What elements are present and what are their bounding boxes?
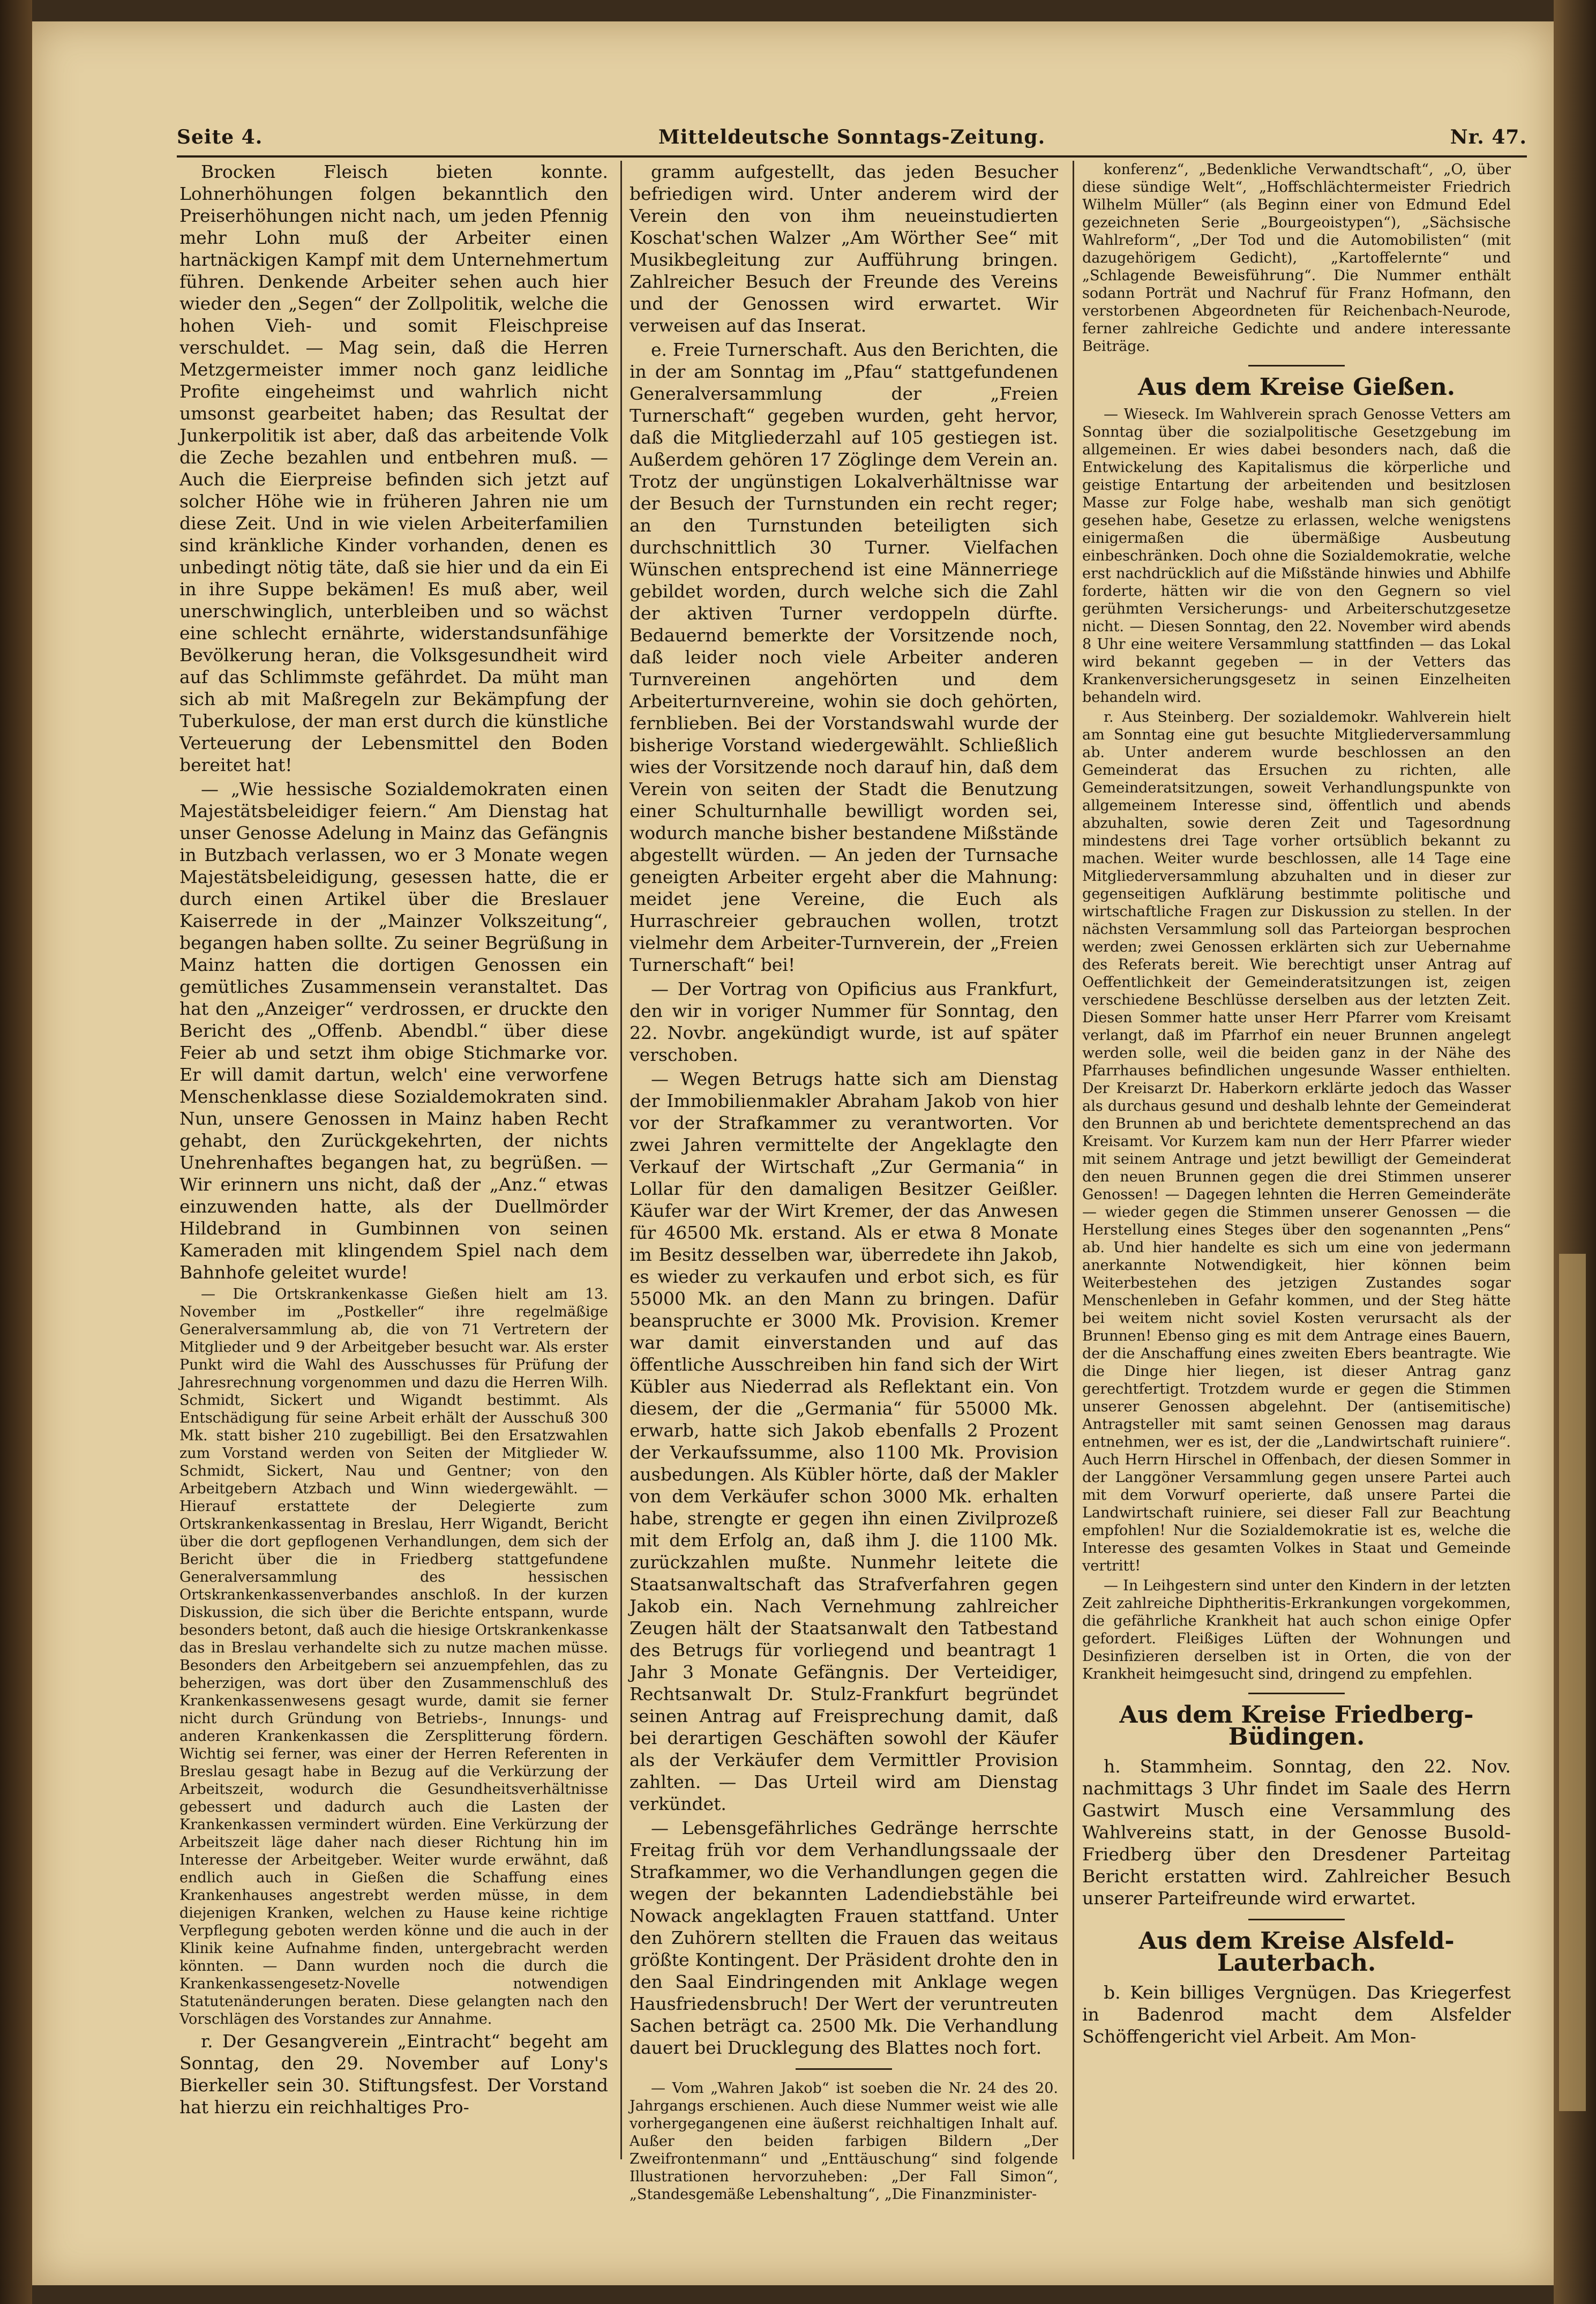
page-header [177,121,1527,153]
paper-stain [1559,1254,1586,2111]
article-paragraph: konferenz“, „Bedenkliche Verwandtschaft“, „O, über diese sündige Welt“, „Hoffschlächtermeister Friedrich Wilhelm Müller“ (als Beginn einer von Edmund Edel gezeichneten Serie „Bourgeoistypen“), „Sächsische Wahlreform“, „Der Tod und die Automobilisten“ (mit dazugehörigem Gedicht), „Kartoffelernte“ und „Schlagende Beweisführung“. Die Nummer enthält sodann Porträt und Nachruf für Franz Hofmann, den verstorbenen Abgeordneten für Reichenbach-Neurode, ferner zahlreiche Gedichte und andere interessante Beiträge. [1082,161,1511,355]
section-heading-alsfeld: Aus dem Kreise Alsfeld-Lauterbach. [1138,1927,1455,1977]
article-paragraph: — Die Ortskrankenkasse Gießen hielt am 13. November im „Postkeller“ ihre regelmäßige Generalversammlung ab, die von 71 Vertretern der Mitglieder und 9 der Arbeitgeber besucht war. Als erster Punkt wird die Wahl des Ausschusses für Prüfung der Jahresrechnung vorgenommen und dazu die Herren Wilh. Schmidt, Sickert und Wigandt bestimmt. Als Entschädigung für seine Arbeit erhält der Ausschuß 300 Mk. statt bisher 210 zugebilligt. Bei den Ersatzwahlen zum Vorstand werden von Seiten der Mitglieder W. Schmidt, Sickert, Nau und Gentner; von den Arbeitgebern Atzbach und Winn wiedergewählt. — Hierauf erstattete der Delegierte zum Ortskrankenkassentag in Breslau, Herr Wigandt, Bericht über die dort gepflogenen Verhandlungen, dem sich der Bericht über die in Friedberg stattgefundene Generalversammlung des hessischen Ortskrankenkassenverbandes anschloß. In der kurzen Diskussion, die sich über die Berichte entspann, wurde besonders betont, daß auch die hiesige Ortskrankenkasse das in Breslau verhandelte sich zu nutze machen müsse. Besonders den Arbeitgebern sei anzuempfehlen, das zu beherzigen, was dort über den Zusammenschluß des Krankenkassenwesens gesagt wurde, damit sie ferner nicht durch Gründung von Betriebs-, Innungs- und anderen Krankenkassen die Zersplitterung fördern. Wichtig sei ferner, was einer der Herren Referenten in Breslau gesagt habe in Bezug auf die Verkürzung der Arbeitszeit, wodurch die Gesundheitsverhältnisse gebessert und dadurch auch die Lasten der Krankenkassen vermindert würden. Eine Verkürzung der Arbeitszeit läge daher nach dieser Richtung hin im Interesse der Arbeitgeber. Weiter wurde erwähnt, daß endlich auch in Gießen die Schaffung eines Krankenhauses angestrebt werden müsse, in dem diejenigen Kranken, welchen zu Hause keine richtige Verpflegung geboten werden könne und die auch in der Klinik keine Aufnahme finden, untergebracht werden könnten. — Dann wurden noch die durch die Krankenkassengesetz-Novelle notwendigen Statutenänderungen beraten. Diese gelangten nach den Vorschlägen des Vorstandes zur Annahme. [179,1286,608,2028]
separator-rule [1248,365,1345,366]
column-divider [1073,161,1074,2159]
article-paragraph: — „Wie hessische Sozialdemokraten einen Majestätsbeleidiger feiern.“ Am Dienstag hat unser Genosse Adelung in Mainz das Gefängnis in Butzbach verlassen, wo er 3 Monate wegen Majestätsbeleidigung, gesessen hatte, die er durch einen Artikel über die Breslauer Kaiserrede in der „Mainzer Volkszeitung“, begangen haben sollte. Zu seiner Begrüßung in Mainz hatten die dortigen Genossen ein gemütliches Zusammensein veranstaltet. Das hat den „Anzeiger“ verdrossen, er druckte den Bericht des „Offenb. Abendbl.“ über diese Feier ab und setzt ihm obige Stichmarke vor. Er will damit dartun, welch' eine verworfene Menschenklasse diese Sozialdemokraten sind. Nun, unsere Genossen in Mainz haben Recht gehabt, den Zurückgekehrten, der nichts Unehrenhaftes begangen hat, zu begrüßen. — Wir erinnern uns nicht, daß der „Anz.“ etwas einzuwenden hatte, als der Duellmörder Hildebrand in Gumbinnen von seinen Kameraden mit klingendem Spiel nach dem Bahnhofe geleitet wurde! [179,779,608,1283]
column-divider [620,161,622,2159]
column-2 [630,161,1058,2203]
article-paragraph: h. Stammheim. Sonntag, den 22. Nov. nachmittags 3 Uhr findet im Saale des Herrn Gastwirt Musch eine Versammlung des Wahlvereins statt, in der Genosse Busold-Friedberg über den Dresdener Parteitag Bericht erstatten wird. Zahlreicher Besuch unserer Parteifreunde wird erwartet. [1082,1756,1511,1909]
article-paragraph: — In Leihgestern sind unter den Kindern in der letzten Zeit zahlreiche Diphtheritis-Erkrankungen vorgekommen, die gefährliche Krankheit hat auch schon einige Opfer gefordert. Fleißiges Lüften der Wohnungen und Desinfizieren derselben ist in Orten, die von der Krankheit heimgesucht sind, dringend zu empfehlen. [1082,1577,1511,1682]
separator-rule [1248,1693,1345,1694]
column-3 [1082,161,1511,2154]
section-heading-giessen: Aus dem Kreise Gießen. [1137,373,1456,401]
article-paragraph: — Wieseck. Im Wahlverein sprach Genosse Vetters am Sonntag über die sozialpolitische Gesetzgebung im allgemeinen. Er wies dabei besonders nach, daß die Entwickelung des Kapitalismus die körperliche und geistige Entartung der arbeitenden und besitzlosen Masse zur Folge habe, weshalb man sich genötigt gesehen habe, Gesetze zu erlassen, welche wenigstens einigermaßen die übermäßige Ausbeutung einbeschränken. Doch ohne die Sozialdemokratie, welche erst nachdrücklich auf die Mißstände hinwies und Abhilfe forderte, hätten wir die von den Gegnern so viel gerühmten Versicherungs- und Arbeiterschutzgesetze nicht. — Diesen Sonntag, den 22. November wird abends 8 Uhr eine weitere Versammlung stattfinden — das Lokal wird bekannt gegeben — in der Vetters das Krankenversicherungsgesetz in seinen Einzelheiten behandeln wird. [1082,406,1511,706]
page-number: Seite 4. [177,126,263,148]
article-paragraph: e. Freie Turnerschaft. Aus den Berichten, die in der am Sonntag im „Pfau“ stattgefundenen Generalversammlung der „Freien Turnerschaft“ gegeben wurden, geht hervor, daß die Mitgliederzahl auf 105 gestiegen ist. Außerdem gehören 17 Zöglinge dem Verein an. Trotz der ungünstigen Lokalverhältnisse war der Besuch der Turnstunden ein recht reger; an den Turnstunden beteiligten sich durchschnittlich 30 Turner. Vielfachen Wünschen entsprechend ist eine Männerriege gebildet worden, durch welche sich die Zahl der aktiven Turner verdoppeln dürfte. Bedauernd bemerkte der Vorsitzende noch, daß leider noch viele Arbeiter anderen Turnvereinen angehörten und dem Arbeiterturnvereine, wohin sie doch gehörten, fernblieben. Bei der Vorstandswahl wurde der bisherige Vorstand wiedergewählt. Schließlich wies der Vorsitzende noch darauf hin, daß dem Verein von seiten der Stadt die Benutzung einer Schulturnhalle bewilligt worden sei, wodurch manche bisher bestandene Mißstände abgestellt würden. — An jeden der Turnsache geneigten Arbeiter ergeht aber die Mahnung: meidet jene Vereine, die Euch als Hurraschreier gebrauchen wollen, trotzt vielmehr dem Arbeiter-Turnverein, der „Freien Turnerschaft“ bei! [630,339,1058,975]
header-rule [177,155,1527,158]
article-paragraph: gramm aufgestellt, das jeden Besucher befriedigen wird. Unter anderem wird der Verein den von ihm neueinstudierten Koschat'schen Walzer „Am Wörther See“ mit Musikbegleitung zur Aufführung bringen. Zahlreicher Besuch der Freunde des Vereins und der Genossen wird erwartet. Wir verweisen auf das Inserat. [630,161,1058,336]
newspaper-title: Mitteldeutsche Sonntags-Zeitung. [658,126,1046,148]
article-paragraph: — Vom „Wahren Jakob“ ist soeben die Nr. 24 des 20. Jahrgangs erschienen. Auch diese Nummer weist wie alle vorhergegangenen eine äußerst reichhaltigen Inhalt auf. Außer den beiden farbigen Bildern „Der Zweifrontenmann“ und „Enttäuschung“ sind folgende Illustrationen hervorzuheben: „Der Fall Simon“, „Standesgemäße Lebenshaltung“, „Die Finanzminister- [630,2080,1058,2203]
separator-rule [1248,1919,1345,1920]
separator-rule [796,2068,892,2070]
column-1 [179,161,608,2154]
article-paragraph: b. Kein billiges Vergnügen. Das Kriegerfest in Badenrod macht dem Alsfelder Schöffengericht viel Arbeit. Am Mon- [1082,1982,1511,2047]
article-paragraph: Brocken Fleisch bieten konnte. Lohnerhöhungen folgen bekanntlich den Preiserhöhungen nicht nach, um jeden Pfennig mehr Lohn muß der Arbeiter einen hartnäckigen Kampf mit dem Unternehmertum führen. Denkende Arbeiter sehen auch hier wieder den „Segen“ der Zollpolitik, welche die hohen Vieh- und somit Fleischpreise verschuldet. — Mag sein, daß die Herren Metzgermeister immer noch ganz leidliche Profite eingeheimst und wahrlich nicht umsonst gearbeitet haben; das Resultat der Junkerpolitik ist aber, daß das arbeitende Volk die Zeche bezahlen und entbehren muß. — Auch die Eierpreise befinden sich jetzt auf solcher Höhe wie in früheren Jahren nie um diese Zeit. Und in wie vielen Arbeiterfamilien sind kränkliche Kinder vorhanden, denen es unbedingt nötig täte, daß sie hier und da ein Ei in ihre Suppe bekämen! Es muß aber, weil unerschwinglich, unterbleiben und so wächst eine schlecht ernährte, widerstandsunfähige Bevölkerung heran, die Volksgesundheit wird auf das Schlimmste gefährdet. Da müht man sich ab mit Maßregeln zur Bekämpfung der Tuberkulose, der man erst durch die künstliche Verteuerung der Lebensmittel den Boden bereitet hat! [179,161,608,775]
section-heading-friedberg: Aus dem Kreise Friedberg-Büdingen. [1119,1701,1474,1751]
article-paragraph: r. Der Gesangverein „Eintracht“ begeht am Sonntag, den 29. November auf Lony's Bierkeller sein 30. Stiftungsfest. Der Vorstand hat hierzu ein reichhaltiges Pro- [179,2031,608,2118]
article-paragraph: — Lebensgefährliches Gedränge herrschte Freitag früh vor dem Verhandlungssaale der Strafkammer, wo die Verhandlungen gegen die wegen der bekannten Ladendiebstähle bei Nowack angeklagten Frauen stattfand. Unter den Zuhörern stellten die Frauen das weitaus größte Kontingent. Der Präsident drohte den in den Saal Eindringenden mit Anklage wegen Hausfriedensbruch! Der Wert der veruntreuten Sachen beträgt ca. 2500 Mk. Die Verhandlung dauert bei Drucklegung des Blattes noch fort. [630,1817,1058,2058]
book-edge [0,0,32,2304]
article-paragraph: r. Aus Steinberg. Der sozialdemokr. Wahlverein hielt am Sonntag eine gut besuchte Mitgliederversammlung ab. Unter anderem wurde beschlossen an den Gemeinderat das Ersuchen zu richten, alle Gemeinderatsitzungen, soweit Verhandlungspunkte von allgemeinem Interesse sind, öffentlich und abends abzuhalten, sowie deren Zeit und Tagesordnung mindestens drei Tage vorher ortsüblich bekannt zu machen. Weiter wurde beschlossen, alle 14 Tage eine Mitgliederversammlung abzuhalten und in dieser zur gegenseitigen Aufklärung bestimmte politische und wirtschaftliche Fragen zur Diskussion zu stellen. In der nächsten Versammlung soll das Parteiorgan besprochen werden; zwei Genossen erklärten sich zur Uebernahme des Referats bereit. Wie berechtigt unser Antrag auf Oeffentlichkeit der Gemeinderatsitzungen ist, zeigen verschiedene Beschlüsse derselben aus der letzten Zeit. Diesen Sommer hatte unser Herr Pfarrer vom Kreisamt verlangt, daß im Pfarrhof ein neuer Brunnen angelegt werden solle, weil die beiden ganz in der Nähe des Pfarrhauses befindlichen ungesunde Wasser enthielten. Der Kreisarzt Dr. Haberkorn erklärte jedoch das Wasser als durchaus gesund und deshalb lehnte der Gemeinderat den Brunnen ab und berichtete dementsprechend an das Kreisamt. Vor Kurzem kam nun der Herr Pfarrer wieder mit seinem Antrage und jetzt bewilligt der Gemeinderat den neuen Brunnen gegen die drei Stimmen unserer Genossen! — Dagegen lehnten die Herren Gemeinderäte — wieder gegen die Stimmen unserer Genossen — die Herstellung eines Steges über den sogenannten „Pens“ ab. Und hier handelte es sich um eine von jedermann anerkannte Notwendigkeit, hier können beim Weiterbestehen des jetzigen Zustandes sogar Menschenleben in Gefahr kommen, und der Steg hätte bei weitem nicht soviel Kosten verursacht als der Brunnen! Ebenso ging es mit dem Antrage eines Bauern, der die Anschaffung eines zweiten Ebers beantragte. Wie die Dinge hier liegen, ist dieser Antrag ganz gerechtfertigt. Trotzdem wurde er gegen die Stimmen unserer Genossen abgelehnt. Der (antisemitische) Antragsteller mit samt seinen Genossen mag daraus entnehmen, wer es ist, der die „Landwirtschaft ruiniere“. Auch Herrn Hirschel in Offenbach, der diesen Sommer in der Langgöner Versammlung gegen unsere Partei auch mit dem Vorwurf operierte, daß unsere Partei die Landwirtschaft ruiniere, sei dieser Fall zur Beachtung empfohlen! Nur die Sozialdemokratie ist es, welche die Interesse des gesamten Volkes in Staat und Gemeinde vertritt! [1082,709,1511,1574]
article-paragraph: — Wegen Betrugs hatte sich am Dienstag der Immobilienmakler Abraham Jakob von hier vor der Strafkammer zu verantworten. Vor zwei Jahren vermittelte der Angeklagte den Verkauf der Wirtschaft „Zur Germania“ in Lollar für den damaligen Besitzer Geißler. Käufer war der Wirt Kremer, der das Anwesen für 46500 Mk. erstand. Als er etwa 8 Monate im Besitz desselben war, überredete ihn Jakob, es wieder zu verkaufen und erbot sich, es für 55000 Mk. an den Mann zu bringen. Dafür beanspruchte er 3000 Mk. Provision. Kremer war damit einverstanden und auf das öffentliche Ausschreiben hin fand sich der Wirt Kübler aus Niederrad als Reflektant ein. Von diesem, der die „Germania“ für 55000 Mk. erwarb, hatte sich Jakob ebenfalls 2 Prozent der Verkaufssumme, also 1100 Mk. Provision ausbedungen. Als Kübler hörte, daß der Makler von dem Verkäufer schon 3000 Mk. erhalten habe, strengte er gegen ihn einen Zivilprozeß mit dem Erfolg an, daß ihm J. die 1100 Mk. zurückzahlen mußte. Nunmehr leitete die Staatsanwaltschaft das Strafverfahren gegen Jakob ein. Nach Vernehmung zahlreicher Zeugen hält der Staatsanwalt den Tatbestand des Betrugs für vorliegend und beantragt 1 Jahr 3 Monate Gefängnis. Der Verteidiger, Rechtsanwalt Dr. Stulz-Frankfurt begründet seinen Antrag auf Freisprechung damit, daß bei derartigen Geschäften sowohl der Käufer als der Verkäufer dem Vermittler Provision zahlten. — Das Urteil wird am Dienstag verkündet. [630,1068,1058,1814]
issue-number: Nr. 47. [1450,126,1527,148]
article-paragraph: — Der Vortrag von Opificius aus Frankfurt, den wir in voriger Nummer für Sonntag, den 22. Novbr. angekündigt wurde, ist auf später verschoben. [630,978,1058,1065]
